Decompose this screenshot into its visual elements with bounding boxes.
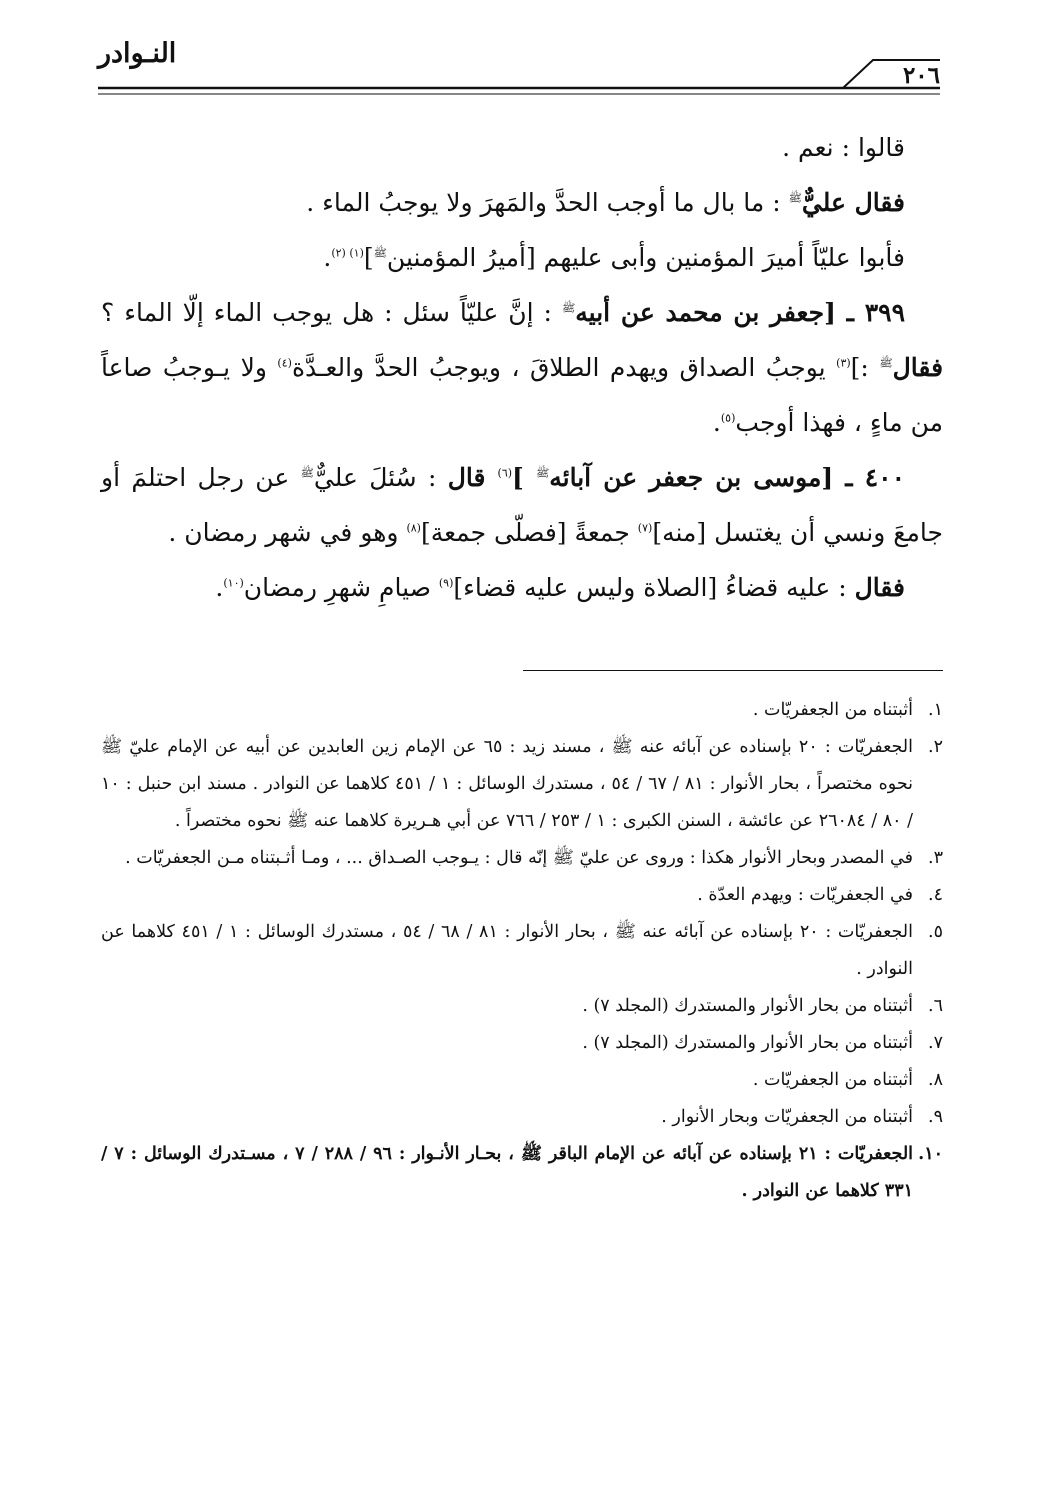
footnote-item	[101, 877, 943, 914]
honorific-mark: ﷺ	[373, 246, 387, 260]
speaker-label: فقال	[854, 573, 905, 602]
footnote-number: ١.	[928, 700, 943, 720]
bracket: ]	[363, 243, 374, 272]
footnote-number: ٨.	[928, 1070, 943, 1090]
bracket: :]	[850, 353, 880, 382]
footnote-text: في الجعفريّات : ويهدم العدّة .	[697, 885, 913, 905]
bracket: ]	[512, 463, 536, 492]
footnote-number: ٥.	[928, 922, 943, 942]
paragraph	[101, 175, 943, 230]
text-run: صيامِ شهرِ رمضان	[243, 573, 439, 602]
main-text	[101, 120, 943, 615]
honorific-mark: ﷺ	[788, 191, 802, 205]
hadith-number: ٤٠٠ ـ	[833, 463, 906, 492]
footnotes	[101, 692, 943, 1210]
honorific-mark: ﷺ	[300, 466, 314, 480]
footnote-text: الجعفريّات : ٢٠ بإسناده عن آبائه عنه ﷺ ، مسند زيد : ٦٥ عن الإمام زين العابدين عن أبيه عن الإمام عليّ ﷺ نحوه مختصراً ، بحار الأنوار : ٨١ / ٦٧ / ٥٤ ، مستدرك الوسائل : ١ / ٤٥١ كلاهما عن النوادر . مسند ابن حنبل : ١٠ / ٨٠ / ٢٦٠٨٤ عن عائشة ، السنن الكبرى : ١ / ٢٥٣ / ٧٦٦ عن أبي هـريرة كلاهما عنه ﷺ نحوه مختصراً .	[101, 737, 914, 831]
text-run: .	[215, 573, 224, 602]
text-run: : سُئلَ عليٌّ	[313, 463, 448, 492]
running-title: النـوادر	[98, 38, 177, 69]
footnote-ref: (٨)	[406, 521, 421, 535]
narrator-chain: [موسى بن جعفر عن آبائه	[549, 463, 834, 492]
footnote-ref: (١٠)	[223, 576, 244, 590]
footnote-number: ٤.	[928, 885, 943, 905]
hadith-399	[101, 285, 943, 450]
paragraph	[101, 230, 943, 285]
page-number: ٢٠٦	[902, 62, 940, 89]
paragraph	[101, 560, 943, 615]
footnote-item	[101, 1062, 943, 1099]
footnote-item	[101, 1136, 943, 1210]
footnote-text: أثبتناه من الجعفريّات .	[752, 1070, 913, 1090]
footnote-text: الجعفريّات : ٢٠ بإسناده عن آبائه عنه ﷺ ، بحار الأنوار : ٨١ / ٦٨ / ٥٤ ، مستدرك الوسائل : ١ / ٤٥١ كلاهما عن النوادر .	[101, 922, 913, 979]
footnote-text: أثبتناه من بحار الأنوار والمستدرك (المجلد ٧) .	[582, 996, 913, 1016]
page-header	[98, 38, 940, 100]
footnote-item	[101, 692, 943, 729]
text-run: فأبوا عليّاً أميرَ المؤمنين وأبى عليهم [أميرُ المؤمنين	[386, 243, 905, 272]
text-run: .	[323, 243, 332, 272]
footnote-item	[101, 1099, 943, 1136]
speaker-label: قال	[447, 463, 498, 492]
text-run: : إنَّ عليّاً سئل : هل يوجب الماء إلّا الماء ؟	[101, 298, 562, 327]
text-run: .	[712, 408, 721, 437]
footnote-ref: (٩)	[438, 576, 454, 590]
text-run: عن رجل احتلمَ أو جامعَ ونسي أن يغتسل [منه]	[101, 463, 943, 547]
text-run: قالوا : نعم .	[782, 133, 905, 162]
honorific-mark: ﷺ	[535, 466, 550, 480]
footnote-text: أثبتناه من الجعفريّات .	[752, 700, 913, 720]
footnote-text: الجعفريّات : ٢١ بإسناده عن آبائه عن الإمام الباقر ﷺ ، بحـار الأنـوار : ٩٦ / ٢٨٨ / ٧ ، مسـتدرك الوسائل : ٧ / ٣٣١ كلاهما عن النوادر .	[101, 1144, 914, 1201]
footnote-number: ٩.	[928, 1107, 943, 1127]
speaker-label: فقال عليٌّ	[801, 188, 905, 217]
footnote-item	[101, 914, 943, 988]
footnote-ref: (١) (٢)	[331, 246, 364, 260]
footnote-item	[101, 988, 943, 1025]
footnote-text: أثبتناه من الجعفريّات وبحار الأنوار .	[661, 1107, 913, 1127]
footnote-number: ١٠.	[918, 1144, 943, 1164]
text-run: جمعةً [فصلّى جمعة]	[420, 518, 638, 547]
footnote-separator	[523, 670, 943, 671]
text-run: يوجبُ الصداق ويهدم الطلاقَ ، ويوجبُ الحدَّ والعـدَّة	[291, 353, 837, 382]
narrator-chain: [جعفر بن محمد عن أبيه	[575, 298, 836, 327]
text-run: وهو في شهر رمضان .	[168, 518, 407, 547]
footnote-number: ٦.	[928, 996, 943, 1016]
hadith-number: ٣٩٩ ـ	[835, 298, 906, 327]
footnote-item	[101, 840, 943, 877]
speaker-label: فقال	[892, 353, 944, 382]
honorific-mark: ﷺ	[561, 301, 576, 315]
footnote-number: ٧.	[928, 1033, 943, 1053]
footnote-text: أثبتناه من بحار الأنوار والمستدرك (المجلد ٧) .	[582, 1033, 913, 1053]
footnote-ref: (٧)	[637, 521, 653, 535]
footnote-ref: (٦)	[497, 466, 513, 480]
paragraph	[101, 120, 943, 175]
header-rule	[98, 38, 940, 100]
honorific-mark: ﷺ	[879, 356, 893, 370]
footnote-number: ٣.	[928, 848, 943, 868]
footnote-text: في المصدر وبحار الأنوار هكذا : وروى عن عليّ ﷺ إنّه قال : يـوجب الصـداق ... ، ومـا أثـبتناه مـن الجعفريّات .	[125, 848, 913, 868]
footnote-ref: (٤)	[277, 356, 292, 370]
footnote-ref: (٣)	[836, 356, 851, 370]
text-run: : عليه قضاءُ [الصلاة وليس عليه قضاء]	[453, 573, 855, 602]
footnote-number: ٢.	[928, 737, 943, 757]
footnote-item	[101, 729, 943, 840]
footnote-item	[101, 1025, 943, 1062]
text-run: : ما بال ما أوجب الحدَّ والمَهرَ ولا يوجبُ الماء .	[306, 188, 789, 217]
text-run: ولا يـوجبُ صاعاً من ماءٍ ، فهذا أوجب	[101, 353, 943, 437]
footnote-ref: (٥)	[720, 411, 736, 425]
hadith-400	[101, 450, 943, 560]
